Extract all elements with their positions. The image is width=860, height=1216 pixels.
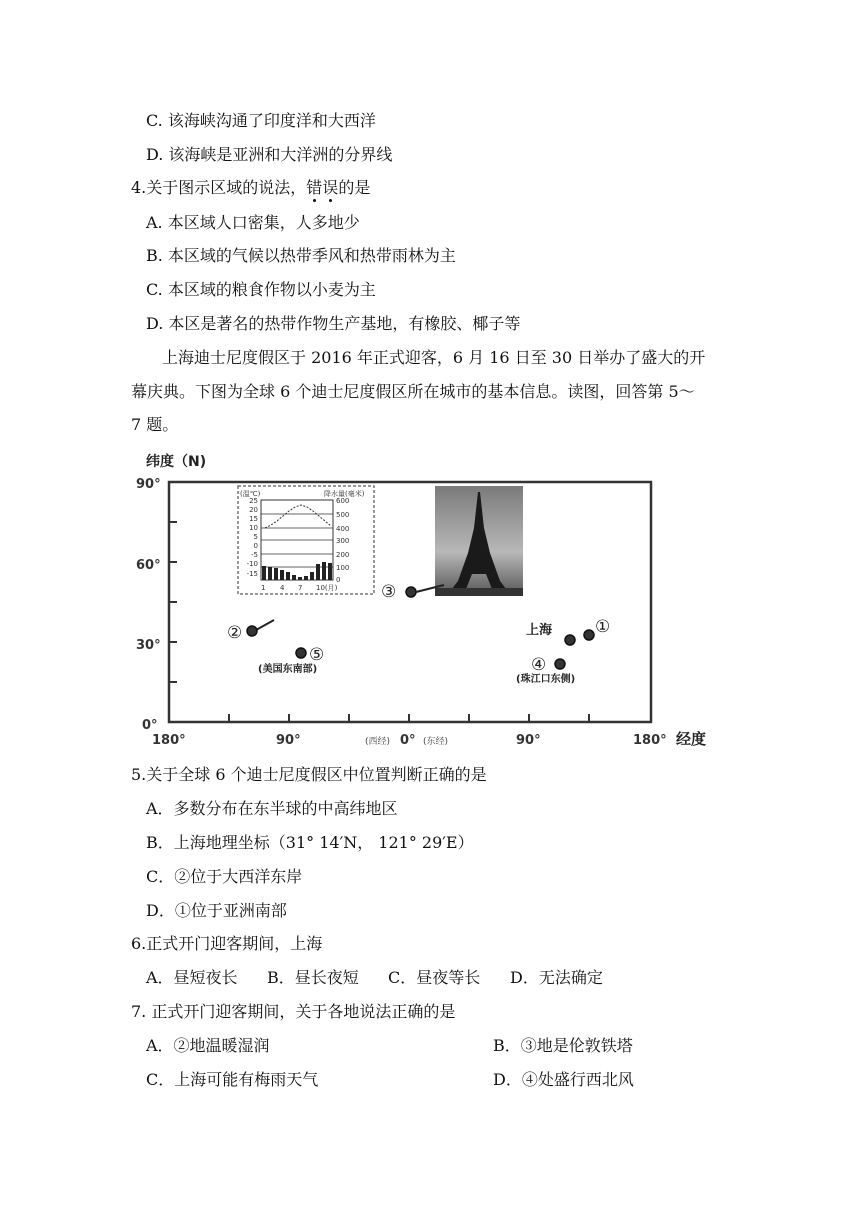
climate-precip-tick: 600 [336,497,350,505]
climate-temp-tick: 10 [249,524,258,532]
point-2 [247,626,257,636]
climate-chart-inset [238,486,374,594]
x-tick-180w: 180° [152,733,186,748]
marker-2-leader [256,620,274,630]
x-west-label: (西经) [365,737,391,747]
y-tick-90: 90° [136,477,161,492]
marker-2-label: ② [227,623,243,643]
passage-line-1: 上海迪士尼度假区于 2016 年正式迎客，6 月 16 日至 30 日举办了盛大的开 [162,348,706,367]
x-axis-title: 经度 [676,730,707,748]
q5-option-a: A．多数分布在东半球的中高纬地区 [146,799,398,818]
point-4 [555,659,565,669]
disney-location-figure [128,448,728,753]
climate-month-tick: 7 [298,584,303,592]
pearl-river-label: (珠江口东侧) [516,674,576,685]
eiffel-tower-photo [435,486,523,596]
q4-stem-post: 的是 [338,178,371,197]
q4-emph-1: 错 [306,178,323,197]
q5-option-c: C．②位于大西洋东岸 [146,867,303,886]
climate-month-tick: 10(月) [316,584,338,592]
q4-option-b: B. 本区域的气候以热带季风和热带雨林为主 [146,246,456,265]
climate-precip-tick: 400 [336,525,350,533]
y-tick-30: 30° [136,638,161,653]
q4-emph-2: 误 [322,178,339,197]
climate-temp-tick: -15 [246,570,258,578]
climate-precip-tick: 500 [336,511,350,519]
q6-option-c: C．昼夜等长 [388,968,481,987]
q6-stem: 6.正式开门迎客期间，上海 [131,934,323,953]
q3-option-d: D. 该海峡是亚洲和大洋洲的分界线 [146,145,393,164]
climate-temp-tick: -10 [246,560,258,568]
q4-option-d: D. 本区是著名的热带作物生产基地，有橡胶、椰子等 [146,314,521,333]
climate-temp-tick: 5 [253,533,258,541]
climate-temp-tick: 15 [249,515,258,523]
q6-option-b: B．昼长夜短 [267,968,359,987]
passage-line-2: 幕庆典。下图为全球 6 个迪士尼度假区所在城市的基本信息。读图，回答第 5～ [131,382,695,401]
q4-option-c: C. 本区域的粮食作物以小麦为主 [146,280,376,299]
marker-5-label: ⑤ [309,645,325,665]
climate-month-tick: 4 [280,584,285,592]
climate-temp-tick: -5 [251,551,258,559]
q7-stem: 7. 正式开门迎客期间，关于各地说法正确的是 [131,1002,456,1021]
q3-option-c: C. 该海峡沟通了印度洋和大西洋 [146,111,376,130]
x-tick-180e: 180° [633,733,667,748]
climate-precip-tick: 0 [336,576,341,584]
q5-option-d: D．①位于亚洲南部 [146,901,287,920]
q4-option-a: A. 本区域人口密集，人多地少 [146,213,360,232]
q7-option-a: A．②地温暖湿润 [146,1036,270,1055]
climate-temp-label: (温℃) [240,490,261,498]
climate-precip-tick: 300 [336,537,350,545]
x-tick-0: 0° [400,733,416,748]
q6-option-a: A．昼短夜长 [146,968,238,987]
point-shanghai [565,635,575,645]
climate-precip-label: 降水量(毫米) [324,490,365,498]
point-1 [584,630,594,640]
y-axis-title: 纬度（N) [146,454,207,470]
q5-stem: 5.关于全球 6 个迪士尼度假区中位置判断正确的是 [131,765,487,784]
q5-option-b: B．上海地理坐标（31° 14′N， 121° 29′E） [146,833,474,852]
climate-month-tick: 1 [261,584,266,592]
marker-3-label: ③ [381,582,397,602]
marker-1-label: ① [595,617,611,637]
point-5 [296,648,306,658]
x-tick-90w: 90° [276,733,301,748]
shanghai-label: 上海 [526,623,553,638]
climate-temp-tick: 20 [249,506,258,514]
x-east-label: (东经) [423,737,449,747]
q4-stem-pre: 4.关于图示区域的说法， [131,178,307,197]
q6-option-d: D．无法确定 [510,968,603,987]
us-southeast-label: (美国东南部) [258,664,318,675]
passage-line-3: 7 题。 [131,415,179,434]
point-3 [406,587,416,597]
y-tick-60: 60° [136,558,161,573]
y-tick-0: 0° [142,718,158,733]
climate-precip-tick: 100 [336,564,350,572]
climate-precip-tick: 200 [336,551,350,559]
climate-temp-tick: 0 [253,542,258,550]
q7-option-b: B．③地是伦敦铁塔 [493,1036,633,1055]
q7-option-d: D．④处盛行西北风 [493,1070,634,1089]
marker-4-label: ④ [531,655,547,675]
x-tick-90e: 90° [516,733,541,748]
climate-temp-tick: 25 [249,497,258,505]
q7-option-c: C．上海可能有梅雨天气 [146,1070,319,1089]
q4-stem [131,177,370,199]
